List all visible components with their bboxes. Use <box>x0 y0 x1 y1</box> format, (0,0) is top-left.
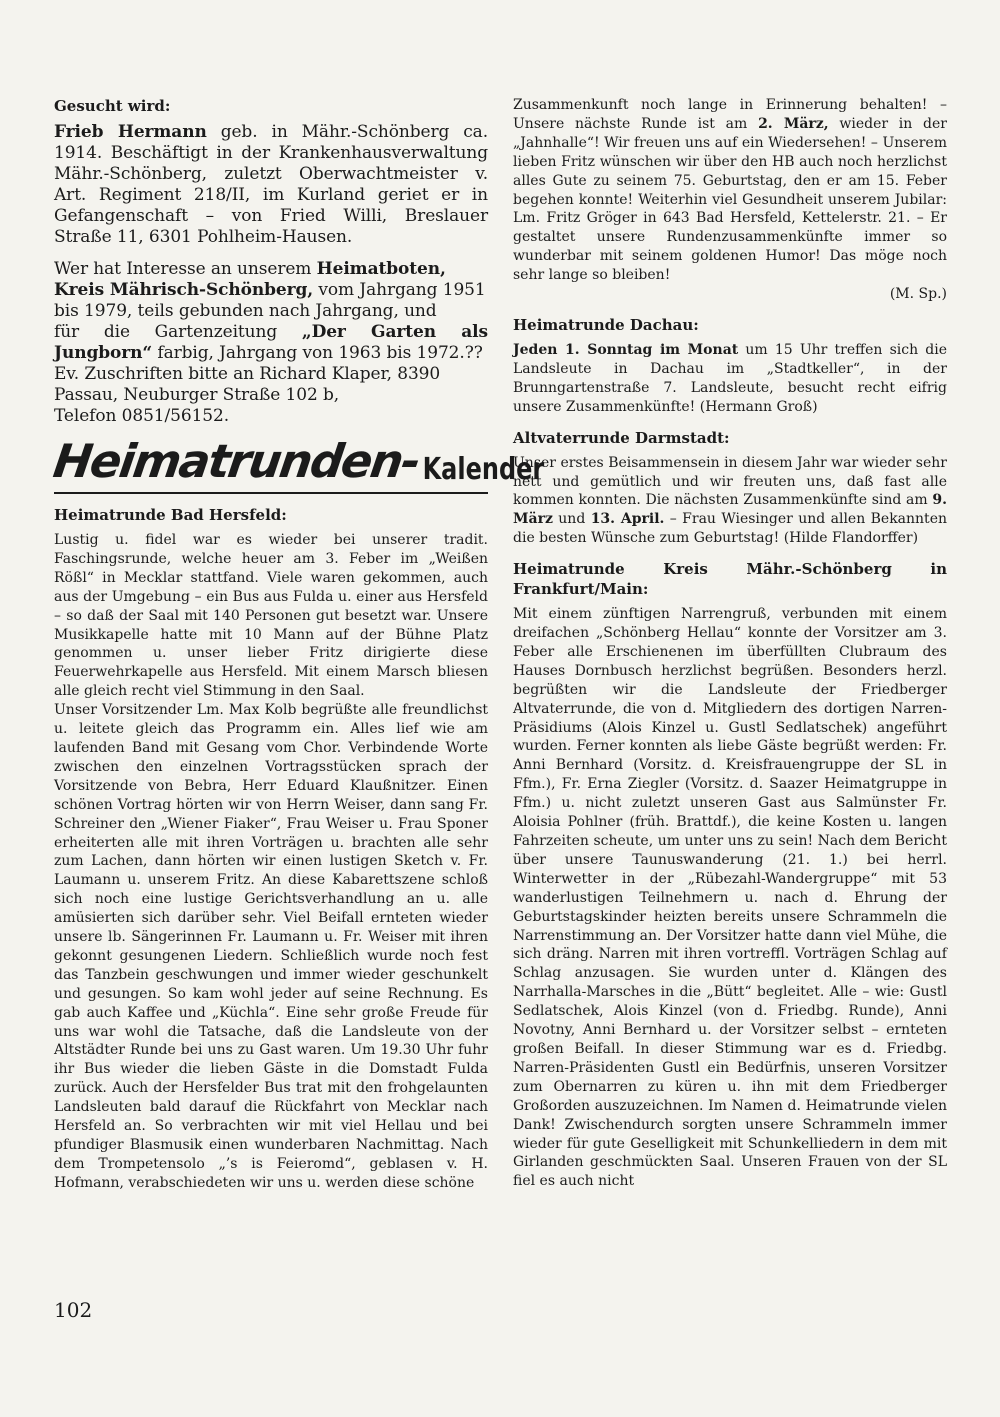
telefon-line: Telefon 0851/56152. <box>54 406 230 426</box>
frankfurt-heading: Heimatrunde Kreis Mähr.-Schönberg in Frankfurt/Main: <box>513 560 947 599</box>
darmstadt-heading: Altvaterrunde Darmstadt: <box>513 428 730 447</box>
right-column <box>513 96 947 1191</box>
garten-paragraph: für die Gartenzeitung „Der Garten als Jungborn“ farbig, Jahrgang von 1963 bis 1972.?? <box>54 322 488 363</box>
dachau-heading: Heimatrunde Dachau: <box>513 315 699 334</box>
page-number: 102 <box>54 1298 93 1322</box>
gesucht-paragraph: Frieb Hermann geb. in Mähr.-Schönberg ca. 1914. Beschäftigt in der Krankenhausverwaltung Mähr.-Schönberg, zuletzt Oberwachtmeister v. Art. Regiment 218/II, im Kurland geriet er in Gefangenschaft – von Fried Willi, Breslauer Straße 11, 6301 Pohlheim-Hausen. <box>54 122 488 247</box>
gesucht-heading: Gesucht wird: <box>54 97 171 115</box>
interesse-paragraph: Wer hat Interesse an unserem Heimatboten, Kreis Mährisch-Schönberg, vom Jahrgang 1951 bis 1979, teils gebunden nach Jahrgang, und <box>54 259 486 321</box>
heimatrunden-kalender-banner <box>50 433 545 494</box>
banner-suffix: Kalender <box>422 451 545 487</box>
zuschriften-paragraph: Ev. Zuschriften bitte an Richard Klaper, 8390 Passau, Neuburger Straße 102 b, <box>54 364 441 405</box>
gesucht-name: Frieb Hermann <box>54 122 207 142</box>
hersfeld-paragraph-2: Unser Vorsitzender Lm. Max Kolb begrüßte alle freundlichst u. leitete gleich das Programm ein. Alles lief wie am laufenden Band mit Gesang vom Chor. Verbindende Worte zwischen den einzelnen Vortragsstücken sprach der Vorsitzende von Bebra, Herr Eduard Klaußnitzer. Einen schönen Vortrag hörten wir von Herrn Weiser, dann sang Fr. Schreiner den „Wiener Fiaker“, Frau Weiser u. Frau Sponer erheiterten alle mit ihren Vorträgen u. brachten alle sehr zum Lachen, dann hörten wir einen lustigen Sketch v. Fr. Laumann u. unserem Fritz. An diese Kabarettszene schloß sich noch eine lustige Gerichtsverhandlung an u. alle amüsierten sich darüber sehr. Viel Beifall ernteten wieder unsere lb. Sängerinnen Fr. Laumann u. Fr. Weiser mit ihren gekonnt gesungenen Liedern. Schließlich wurde noch fest das Tanzbein geschwungen und immer wieder geschunkelt und gesungen. So kam wohl jeder auf seine Rechnung. Es gab auch Kaffee und „Küchla“. Eine sehr große Freude für uns war wohl die Tatsache, daß die Landsleute von der Altstädter Runde bei uns zu Gast waren. Um 19.30 Uhr fuhr ihr Bus wieder die lieben Gäste in die Domstadt Fulda zurück. Auch der Hersfelder Bus trat mit den frohgelaunten Landsleuten bald darauf die Rückfahrt von Mecklar nach Hersfeld an. So verbrachten wir mit viel Hellau und bei pfundiger Blasmusik einen wunderbaren Nachmittag. Nach dem Trompetensolo „’s is Feieromd“, geblasen v. H. Hofmann, verabschiedeten wir uns u. werden diese schöne <box>54 702 488 1191</box>
darmstadt-paragraph: Unser erstes Beisammensein in diesem Jahr war wieder sehr nett und gemütlich und wir freuten uns, daß fast alle kommen konnten. Die nächsten Zusammenkünfte sind am 9. März und 13. April. – Frau Wiesinger und allen Bekannten die besten Wünsche zum Geburtstag! (Hilde Flandorffer) <box>513 454 947 547</box>
left-column <box>50 96 545 1193</box>
dachau-paragraph: Jeden 1. Sonntag im Monat um 15 Uhr treffen sich die Landsleute in Dachau im „Stadtkeller“, in der Brunngartenstraße 7. Landsleute, besucht recht eifrig unsere Zusammenkünfte! (Hermann Groß) <box>513 341 947 415</box>
hersfeld-paragraph-3: Zusammenkunft noch lange in Erinnerung behalten! – Unsere nächste Runde ist am 2. März, wieder in der „Jahnhalle“! Wir freuen uns auf ein Wiedersehen! – Unserem lieben Fritz wünschen wir über den HB auch noch herzlichst alles Gute zu seinem 75. Geburtstag, den er am 15. Feber begehen konnte! Weiterhin viel Gesundheit unserem Jubilar: Lm. Fritz Gröger in 643 Bad Hersfeld, Kettelerstr. 21. – Er gestaltet unsere Rundenzusammenkünfte immer so wunderbar mit seinem goldenen Humor! Das möge noch sehr lange so bleiben! <box>513 97 947 284</box>
hersfeld-signature: (M. Sp.) <box>889 286 947 303</box>
frankfurt-paragraph: Mit einem zünftigen Narrengruß, verbunden mit einem dreifachen „Schönberg Hellau“ konnte der Vorsitzer am 3. Feber alle Erschienenen im überfüllten Clubraum des Hauses Dornbusch herzlichst begrüßen. Besonders herzl. begrüßten wir die Landsleute der Friedberger Altvaterrunde, die von d. Mitgliedern des dortigen Narren-Präsidiums (Alois Kinzel u. Gustl Sedlatschek) angeführt wurden. Ferner konnten als liebe Gäste begrüßt werden: Fr. Anni Bernhard (Vorsitz. d. Kreisfrauengruppe der SL in Ffm.), Fr. Erna Ziegler (Vorsitz. d. Saazer Heimatgruppe in Ffm.) u. nicht zuletzt unseren Gast aus Salmünster Fr. Aloisia Pohlner (früh. Brattdf.), die keine Kosten u. langen Fahrzeiten scheute, um unter uns zu sein! Nach dem Bericht über unsere Taunuswanderung (21. 1.) bei herrl. Winterwetter in der „Rübezahl-Wandergruppe“ mit 53 wanderlustigen Teilnehmern u. nach d. Ehrung der Geburtstagskinder heizten bereits unsere Schrammeln die Narrenstimmung an. Der Vorsitzer hatte dann viel Mühe, die sich dräng. Narren mit ihren vortreffl. Vorträgen Schlag auf Schlag anzusagen. Sie wurden unter d. Klängen des Narrhalla-Marsches in die „Bütt“ begleitet. Alle – wie: Gustl Sedlatschek, Alois Kinzel (von d. Friedbg. Runde), Anni Novotny, Anni Bernhard u. der Vorsitzer selbst – ernteten großen Beifall. In dieser Stimmung war es d. Friedbg. Narren-Präsidenten Gustl ein Bedürfnis, unseren Vorsitzer zum Obernarren zu küren u. ihn mit dem Friedberger Großorden auszuzeichnen. Im Namen d. Heimatrunde vielen Dank! Zwischendurch sorgten unsere Schrammeln immer wieder für gute Geselligkeit mit Schunkelliedern in dem mit Girlanden geschmückten Saal. Unseren Frauen von der SL fiel es auch nicht <box>513 606 947 1190</box>
hersfeld-heading: Heimatrunde Bad Hersfeld: <box>54 506 287 524</box>
banner-script: Heimatrunden- <box>50 434 423 488</box>
hersfeld-paragraph-1: Lustig u. fidel war es wieder bei unserer tradit. Faschingsrunde, welche heuer am 3. Feber im „Weißen Rößl“ in Mecklar stattfand. Viele waren gekommen, auch aus der Umgebung – ein Bus aus Fulda u. einer aus Hersfeld – so daß der Saal mit 140 Personen gut besetzt war. Unsere Musikkapelle hatte mit 10 Mann auf der Bühne Platz genommen u. unser lieber Fritz dirigierte diese Feuerwehrkapelle aus Hersfeld. Mit einem Marsch bliesen alle gleich recht viel Stimmung in den Saal. <box>54 532 488 700</box>
